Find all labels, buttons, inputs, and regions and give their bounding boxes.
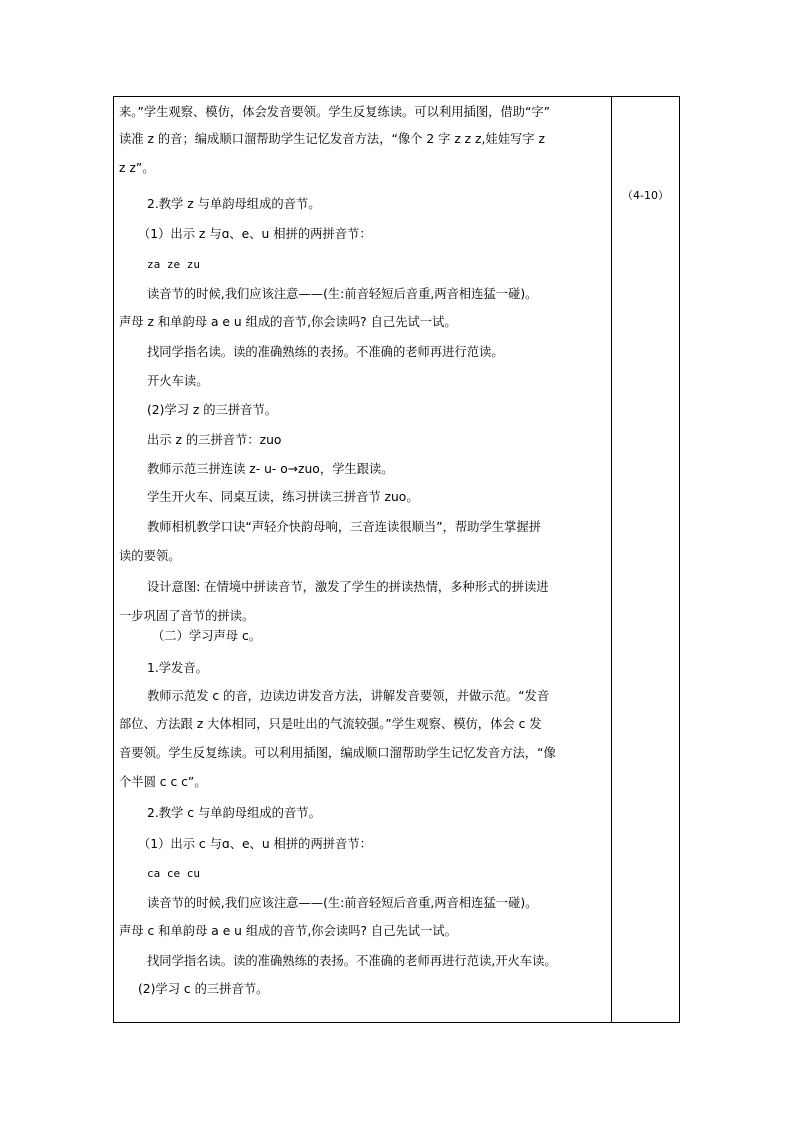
text-line: 出示 z 的三拼音节：zuo <box>147 433 282 447</box>
text-line: 2.教学 z 与单韵母组成的音节。 <box>147 197 321 211</box>
text-line: 2.教学 c 与单韵母组成的音节。 <box>147 806 321 820</box>
text-line: 找同学指名读。读的准确熟练的表扬。不准确的老师再进行范读,开火车读。 <box>147 954 557 968</box>
text-line: 音要领。学生反复练读。可以利用插图，编成顺口溜帮助学生记忆发音方法，“像 <box>119 746 556 760</box>
text-line: 学生开火车、同桌互读，练习拼读三拼音节 zuo。 <box>147 490 419 504</box>
text-line: 读音节的时候,我们应该注意——(生:前音轻短后音重,两音相连猛一碰)。 <box>147 896 538 910</box>
text-line: 1.学发音。 <box>147 661 208 675</box>
section-heading: （二）学习声母 c。 <box>152 629 262 643</box>
text-line: 个半圆 c c c”。 <box>119 775 207 789</box>
text-line: 声母 z 和单韵母 a e u 组成的音节,你会读吗? 自己先试一试。 <box>119 315 457 329</box>
text-line: 读音节的时候,我们应该注意——(生:前音轻短后音重,两音相连猛一碰)。 <box>147 287 538 301</box>
text-line: 读准 z 的音；编成顺口溜帮助学生记忆发音方法，“像个 2 字 z z z,娃娃写字 z <box>119 132 545 146</box>
text-line: (2)学习 z 的三拼音节。 <box>147 403 278 417</box>
text-line: 设计意图: 在情境中拼读音节，激发了学生的拼读热情，多种形式的拼读进 <box>147 580 549 594</box>
text-line: 教师示范三拼连读 z- u- o→zuo，学生跟读。 <box>147 462 394 476</box>
lesson-content-cell <box>114 97 611 1022</box>
text-line: 开火车读。 <box>147 374 209 388</box>
text-line: （1）出示 z 与ɑ、e、u 相拼的两拼音节： <box>138 227 372 241</box>
text-line: 来。”学生观察、模仿，体会发音要领。学生反复练读。可以利用插图，借助“字” <box>119 105 551 119</box>
text-line: 声母 c 和单韵母 a e u 组成的音节,你会读吗? 自己先试一试。 <box>119 924 457 938</box>
text-line: 教师相机教学口诀“声轻介快韵母响，三音连读很顺当”，帮助学生掌握拼 <box>147 520 541 534</box>
text-line: 部位、方法跟 z 大体相同，只是吐出的气流较强。”学生观察、模仿，体会 c 发 <box>119 717 542 731</box>
time-column-cell <box>612 97 679 1022</box>
lesson-table <box>113 96 680 1023</box>
text-line: ca ce cu <box>147 867 200 880</box>
text-line: 找同学指名读。读的准确熟练的表扬。不准确的老师再进行范读。 <box>147 345 504 359</box>
text-line: z z”。 <box>119 161 155 175</box>
text-line: （1）出示 c 与ɑ、e、u 相拼的两拼音节： <box>138 837 372 851</box>
text-line: (2)学习 c 的三拼音节。 <box>138 982 269 996</box>
time-allocation: （4-10） <box>622 189 669 202</box>
text-line: 教师示范发 c 的音，边读边讲发音方法，讲解发音要领，并做示范。“发音 <box>147 689 550 703</box>
text-line: za ze zu <box>147 258 200 271</box>
text-line: 一步巩固了音节的拼读。 <box>119 609 255 623</box>
text-line: 读的要领。 <box>119 549 181 563</box>
